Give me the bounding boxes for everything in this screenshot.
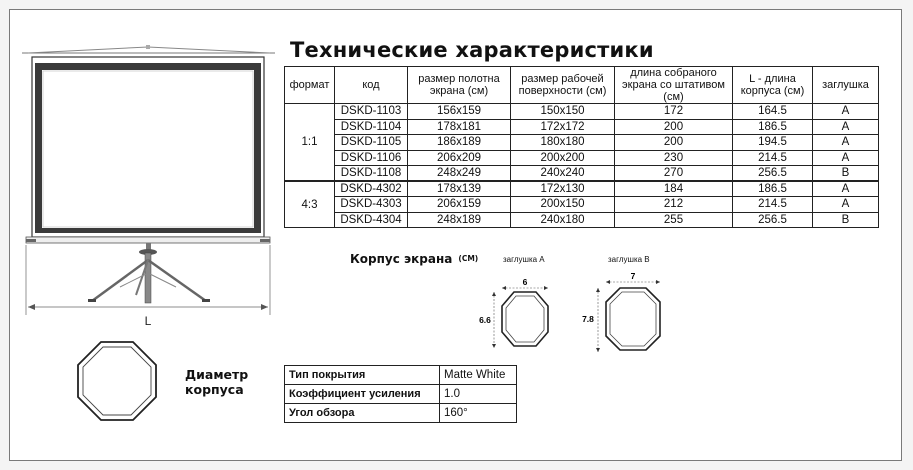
diameter-label (185, 367, 257, 397)
cap-a-height: 6.6 (479, 315, 491, 325)
spec-table (284, 66, 879, 228)
table-cell: DSKD-1104 (335, 119, 408, 135)
table-cell: DSKD-1108 (335, 166, 408, 182)
table-cell: 194.5 (733, 135, 813, 151)
table-cell: A (813, 150, 879, 166)
table-cell: 212 (615, 197, 733, 213)
table-cell: 230 (615, 150, 733, 166)
tripod-screen-illustration (20, 45, 280, 330)
table-row (285, 135, 879, 151)
housing-heading-text: Корпус экрана (350, 252, 453, 266)
table-cell: A (813, 104, 879, 120)
col-canvas-size: размер полотна экрана (см) (408, 67, 511, 104)
properties-table (284, 365, 517, 423)
table-cell: 256.5 (733, 166, 813, 182)
table-row (285, 404, 517, 423)
table-cell: A (813, 119, 879, 135)
table-cell: 248x249 (408, 166, 511, 182)
col-code: код (335, 67, 408, 104)
table-row (285, 119, 879, 135)
table-cell: 186x189 (408, 135, 511, 151)
format-cell: 1:1 (285, 104, 335, 182)
table-cell: DSKD-4303 (335, 197, 408, 213)
table-cell: 240x240 (511, 166, 615, 182)
table-row (285, 385, 517, 404)
housing-unit: (СМ) (458, 254, 479, 263)
table-cell: 164.5 (733, 104, 813, 120)
table-cell: 240x180 (511, 212, 615, 228)
table-cell: 200 (615, 119, 733, 135)
table-cell: 214.5 (733, 150, 813, 166)
table-cell: B (813, 166, 879, 182)
table-cell: 200 (615, 135, 733, 151)
prop-key: Угол обзора (285, 404, 440, 423)
table-cell: 248x189 (408, 212, 511, 228)
table-cell: 178x139 (408, 181, 511, 197)
col-work-surface: размер рабочей поверхности (см) (511, 67, 615, 104)
table-cell: DSKD-1105 (335, 135, 408, 151)
table-cell: 172x130 (511, 181, 615, 197)
table-row (285, 197, 879, 213)
table-row (285, 166, 879, 182)
table-row (285, 181, 879, 197)
col-format: формат (285, 67, 335, 104)
prop-value: Matte White (440, 366, 517, 385)
cap-a-octagon (479, 277, 548, 348)
cap-b-width: 7 (630, 271, 636, 281)
table-cell: DSKD-4304 (335, 212, 408, 228)
table-row (285, 212, 879, 228)
table-cell: DSKD-1106 (335, 150, 408, 166)
cap-profiles (470, 270, 680, 360)
table-cell: 178x181 (408, 119, 511, 135)
table-cell: 206x159 (408, 197, 511, 213)
table-cell: 200x200 (511, 150, 615, 166)
cap-a-width: 6 (522, 277, 528, 287)
table-cell: 184 (615, 181, 733, 197)
table-cell: A (813, 197, 879, 213)
spec-table-header (285, 67, 879, 104)
table-cell: DSKD-1103 (335, 104, 408, 120)
table-cell: 206x209 (408, 150, 511, 166)
diameter-label-text: Диаметр корпуса (185, 367, 249, 397)
prop-key: Коэффициент усиления (285, 385, 440, 404)
table-cell: B (813, 212, 879, 228)
cap-a-label: заглушка A (503, 255, 545, 264)
table-cell: 214.5 (733, 197, 813, 213)
table-cell: 270 (615, 166, 733, 182)
table-row (285, 104, 879, 120)
table-row (285, 150, 879, 166)
table-cell: 256.5 (733, 212, 813, 228)
table-cell: DSKD-4302 (335, 181, 408, 197)
col-case-length: L - длина корпуса (см) (733, 67, 813, 104)
format-cell: 4:3 (285, 181, 335, 228)
col-cap: заглушка (813, 67, 879, 104)
table-cell: 172x172 (511, 119, 615, 135)
length-label: L (144, 314, 152, 328)
prop-value: 160° (440, 404, 517, 423)
table-row (285, 366, 517, 385)
table-cell: 186.5 (733, 119, 813, 135)
page-title: Технические характеристики (290, 38, 654, 62)
table-cell: 200x150 (511, 197, 615, 213)
table-cell: A (813, 135, 879, 151)
diameter-octagon (76, 340, 158, 422)
table-cell: 180x180 (511, 135, 615, 151)
table-cell: 156x159 (408, 104, 511, 120)
table-cell: A (813, 181, 879, 197)
table-cell: 150x150 (511, 104, 615, 120)
table-cell: 255 (615, 212, 733, 228)
prop-key: Тип покрытия (285, 366, 440, 385)
prop-value: 1.0 (440, 385, 517, 404)
col-assembled-length: длина собраного экрана со штативом (см) (615, 67, 733, 104)
cap-b-height: 7.8 (582, 314, 594, 324)
housing-heading (350, 252, 478, 266)
table-cell: 186.5 (733, 181, 813, 197)
cap-b-label: заглушка B (608, 255, 650, 264)
cap-b-octagon (582, 271, 660, 352)
table-cell: 172 (615, 104, 733, 120)
